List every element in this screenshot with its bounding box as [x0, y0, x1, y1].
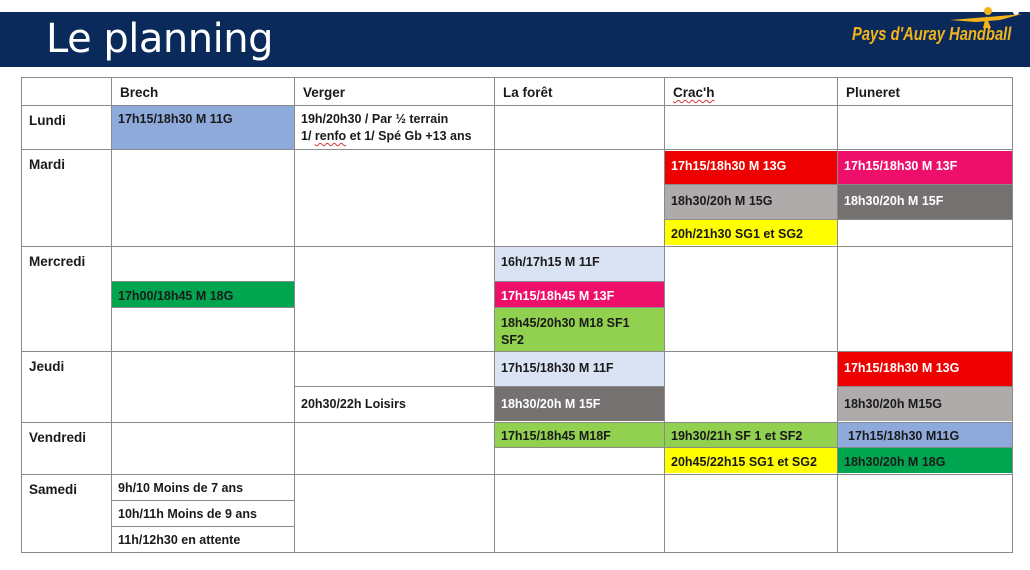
session-jeudi-foret-2: 18h30/20h M 15F — [501, 397, 601, 411]
grid-line — [664, 219, 1013, 220]
day-lundi: Lundi — [29, 113, 66, 128]
session-mardi-pluneret-1: 17h15/18h30 M 13F — [844, 159, 958, 173]
session-samedi-brech-1: 9h/10 Moins de 7 ans — [118, 481, 244, 495]
session-vendredi-foret: 17h15/18h45 M18F — [501, 429, 611, 443]
session-mercredi-foret-1: 16h/17h15 M 11F — [501, 255, 600, 269]
club-logo — [850, 6, 1025, 56]
day-mercredi: Mercredi — [29, 254, 86, 269]
session-lundi-verger-line2a: 1/ — [301, 129, 315, 143]
column-header-verger: Verger — [303, 85, 346, 100]
session-jeudi-foret-1: 17h15/18h30 M 11F — [501, 361, 614, 375]
session-samedi-brech-3: 11h/12h30 en attente — [118, 533, 241, 547]
grid-line — [837, 386, 1013, 387]
column-header-brech: Brech — [120, 85, 159, 100]
session-jeudi-verger: 20h30/22h Loisirs — [301, 397, 406, 411]
session-lundi-verger — [295, 106, 494, 150]
session-vendredi-pluneret-1: 17h15/18h30 M11G — [848, 429, 960, 443]
session-jeudi-pluneret-2: 18h30/20h M15G — [844, 397, 942, 411]
session-samedi-brech-2: 10h/11h Moins de 9 ans — [118, 507, 257, 521]
session-lundi-brech: 17h15/18h30 M 11G — [118, 112, 233, 126]
grid-line — [494, 281, 664, 282]
day-mardi: Mardi — [29, 157, 66, 172]
session-vendredi-pluneret-2: 18h30/20h M 18G — [844, 455, 946, 469]
grid-line — [494, 386, 664, 387]
session-lundi-verger-line2 — [301, 128, 488, 145]
session-mardi-crach-2: 18h30/20h M 15G — [671, 194, 773, 208]
column-header-la-foret: La forêt — [503, 85, 553, 100]
session-mardi-crach-1: 17h15/18h30 M 13G — [671, 159, 787, 173]
grid-line — [21, 246, 1013, 247]
grid-line — [294, 386, 494, 387]
session-mercredi-brech: 17h00/18h45 M 18G — [118, 289, 234, 303]
session-lundi-verger-line1: 19h/20h30 / Par ½ terrain — [301, 112, 449, 126]
session-vendredi-crach-1: 19h30/21h SF 1 et SF2 — [671, 429, 803, 443]
session-jeudi-pluneret-1: 17h15/18h30 M 13G — [844, 361, 960, 375]
column-header-crach-label: Crac'h — [673, 85, 715, 100]
grid-line — [111, 281, 294, 282]
day-samedi: Samedi — [29, 482, 78, 497]
grid-line — [664, 184, 1013, 185]
logo-text: Pays d'Auray Handball — [852, 24, 1012, 44]
session-mardi-pluneret-2: 18h30/20h M 15F — [844, 194, 944, 208]
grid-line — [21, 149, 1013, 150]
column-header-crach — [665, 78, 837, 107]
day-jeudi: Jeudi — [29, 359, 65, 374]
session-vendredi-crach-2: 20h45/22h15 SG1 et SG2 — [671, 455, 817, 469]
session-lundi-verger-line2c: et 1/ Spé Gb +13 ans — [346, 129, 472, 143]
session-mercredi-foret-2: 17h15/18h45 M 13F — [501, 289, 615, 303]
column-header-pluneret: Pluneret — [846, 85, 901, 100]
page-title: Le planning — [46, 16, 273, 62]
session-mercredi-foret-3: 18h45/20h30 M18 SF1 SF2 — [501, 316, 630, 347]
session-mardi-crach-3: 20h/21h30 SG1 et SG2 — [671, 227, 804, 241]
session-lundi-verger-line2b: renfo — [314, 129, 347, 143]
schedule-table — [21, 77, 1013, 553]
day-vendredi: Vendredi — [29, 430, 87, 445]
grid-line — [21, 422, 1013, 423]
